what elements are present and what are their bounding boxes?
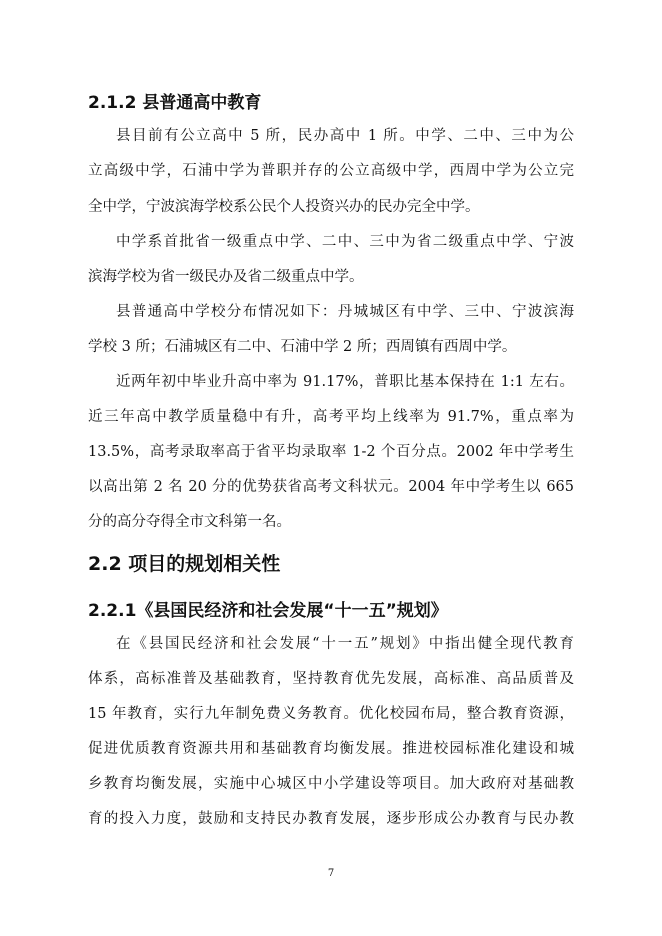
paragraph-line: 县普通高中学校分布情况如下：丹城城区有中学、三中、宁波滨海	[116, 304, 574, 320]
paragraph-line: 学校 3 所；石浦城区有二中、石浦中学 2 所；西周镇有西周中学。	[88, 339, 517, 355]
paragraph-line: 县目前有公立高中 5 所，民办高中 1 所。中学、二中、三中为公	[116, 128, 574, 144]
paragraph-line: 全中学，宁波滨海学校系公民个人投资兴办的民办完全中学。	[88, 199, 480, 215]
section-2-2-1-heading: 2.2.1《县国民经济和社会发展“十一五”规划》	[88, 601, 448, 621]
paragraph-line: 中学系首批省一级重点中学、二中、三中为省二级重点中学、宁波	[116, 234, 574, 250]
paragraph-line: 分的高分夺得全市文科第一名。	[88, 514, 291, 530]
paragraph-line: 体系，高标准普及基础教育，坚持教育优先发展，高标准、高品质普及	[88, 671, 574, 687]
paragraph-line: 以高出第 2 名 20 分的优势获省高考文科状元。2004 年中学考生以 665	[88, 479, 574, 495]
page-number: 7	[327, 868, 335, 879]
paragraph-line: 促进优质教育资源共用和基础教育均衡发展。推进校园标准化建设和城	[88, 741, 574, 757]
paragraph-line: 育的投入力度，鼓励和支持民办教育发展，逐步形成公办教育与民办教	[88, 811, 574, 827]
section-2-1-2-heading: 2.1.2 县普通高中教育	[88, 93, 262, 113]
paragraph-line: 滨海学校为省一级民办及省二级重点中学。	[88, 269, 364, 285]
paragraph-line: 13.5%，高考录取率高于省平均录取率 1-2 个百分点。2002 年中学考生	[88, 444, 574, 460]
paragraph-line: 近两年初中毕业升高中率为 91.17%，普职比基本保持在 1:1 左右。	[116, 374, 574, 390]
paragraph-line: 立高级中学，石浦中学为普职并存的公立高级中学，西周中学为公立完	[88, 163, 574, 179]
section-2-2-heading: 2.2 项目的规划相关性	[88, 553, 281, 575]
paragraph-line: 15 年教育，实行九年制免费义务教育。优化校园布局，整合教育资源，	[88, 706, 574, 722]
paragraph-line: 乡教育均衡发展，实施中心城区中小学建设等项目。加大政府对基础教	[88, 776, 574, 792]
paragraph-line: 近三年高中教学质量稳中有升，高考平均上线率为 91.7%，重点率为	[88, 409, 574, 425]
paragraph-line: 在《县国民经济和社会发展“十一五”规划》中指出健全现代教育	[116, 636, 574, 652]
